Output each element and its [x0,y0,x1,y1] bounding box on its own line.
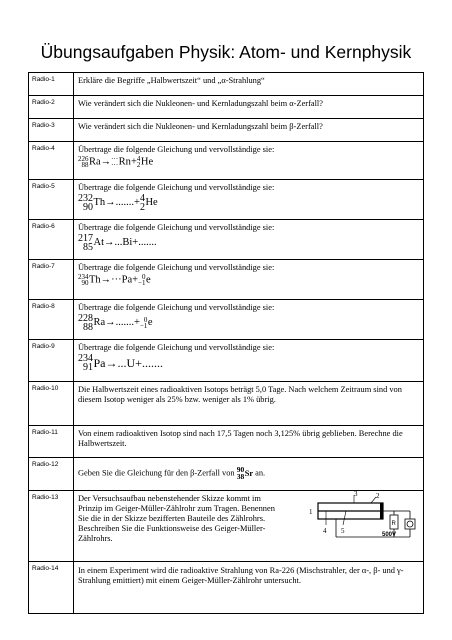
task-id: Radio-10 [29,382,74,426]
task-table [28,72,424,614]
label-2: 2 [376,492,380,500]
task-id: Radio-13 [29,491,74,562]
task-row [29,220,424,260]
equation: 232 90 Th→.......+ 4 2 He [78,193,158,213]
equation: 217 85 At→...Bi+....... [78,233,157,253]
task-id: Radio-9 [29,340,74,382]
label-4: 4 [323,527,327,535]
task-text: Erkläre die Begriffe „Halbwertszeit“ und „α-Strahlung“ [74,73,424,96]
task-row [29,73,424,96]
task-text: Übertrage die folgende Gleichung und vervollständige sie: [78,145,275,154]
task-text: Geben Sie die Gleichung für den β-Zerfall von 90 38 Sr an. [78,465,266,481]
task-row [29,142,424,180]
label-5: 5 [341,527,345,535]
label-1: 1 [309,508,313,516]
task-row [29,426,424,458]
task-text: Die Halbwertszeit eines radioaktiven Isotops beträgt 5,0 Tage. Nach welchem Zeitraum sind von diesem Isotop weniger als 25% bzw. weniger als 1% übrig. [74,382,424,426]
task-id: Radio-12 [29,458,74,491]
task-row [29,119,424,142]
task-row [29,458,424,491]
task-row [29,96,424,119]
task-row [29,491,424,562]
task-id: Radio-6 [29,220,74,260]
equation: 226 88 Ra→ ··· ··· Rn+ 4 2 He [78,155,154,170]
equation: 234 91 Pa→...U+....... [78,353,163,373]
task-text: Von einem radioaktiven Isotop sind nach 17,5 Tagen noch 3,125% übrig geblieben. Berechne die Halbwertszeit. [74,426,424,458]
equation: 234 90 Th→···Pa+ 0 −1 e [78,273,151,288]
task-id: Radio-7 [29,260,74,300]
task-id: Radio-1 [29,73,74,96]
task-text: In einem Experiment wird die radioaktive Strahlung von Ra-226 (Mischstrahler, der α-, β- und γ-Strahlung emittiert) mit einem Geiger-Müller-Zählrohr untersucht. [74,562,424,614]
task-row [29,300,424,340]
task-text: Übertrage die folgende Gleichung und vervollständige sie: [78,183,275,192]
task-text: Der Versuchsaufbau nebenstehender Skizze kommt im Prinzip im Geiger-Müller-Zählrohr zum Tragen. Benennen Sie die in der Skizze bezifferten Bauteile des Zählrohrs. Beschreiben Sie die Funktionsweise des Geiger-Müller-Zählrohrs. [78,494,275,543]
geiger-counter-diagram [296,491,420,543]
task-text: Übertrage die folgende Gleichung und vervollständige sie: [78,223,275,232]
task-text: Wie verändert sich die Nukleonen- und Kernladungszahl beim β-Zerfall? [74,119,424,142]
task-text: Wie verändert sich die Nukleonen- und Kernladungszahl beim α-Zerfall? [74,96,424,119]
task-text: Übertrage die folgende Gleichung und vervollständige sie: [78,303,275,312]
page-title: Übungsaufgaben Physik: Atom- und Kernphysik [40,42,412,62]
equation: 228 88 Ra→.......+ 0 −1 e [78,313,153,333]
task-id: Radio-14 [29,562,74,614]
task-row [29,382,424,426]
label-3: 3 [354,491,358,498]
task-text: Übertrage die folgende Gleichung und vervollständige sie: [78,343,275,352]
task-id: Radio-2 [29,96,74,119]
task-id: Radio-11 [29,426,74,458]
task-id: Radio-4 [29,142,74,180]
task-row [29,562,424,614]
task-text: Übertrage die folgende Gleichung und vervollständige sie: [78,263,275,272]
task-id: Radio-8 [29,300,74,340]
label-resistor: R [391,521,396,527]
task-row [29,340,424,382]
task-id: Radio-5 [29,180,74,220]
task-row [29,260,424,300]
task-row [29,180,424,220]
task-id: Radio-3 [29,119,74,142]
label-voltage: 500V [382,532,397,538]
